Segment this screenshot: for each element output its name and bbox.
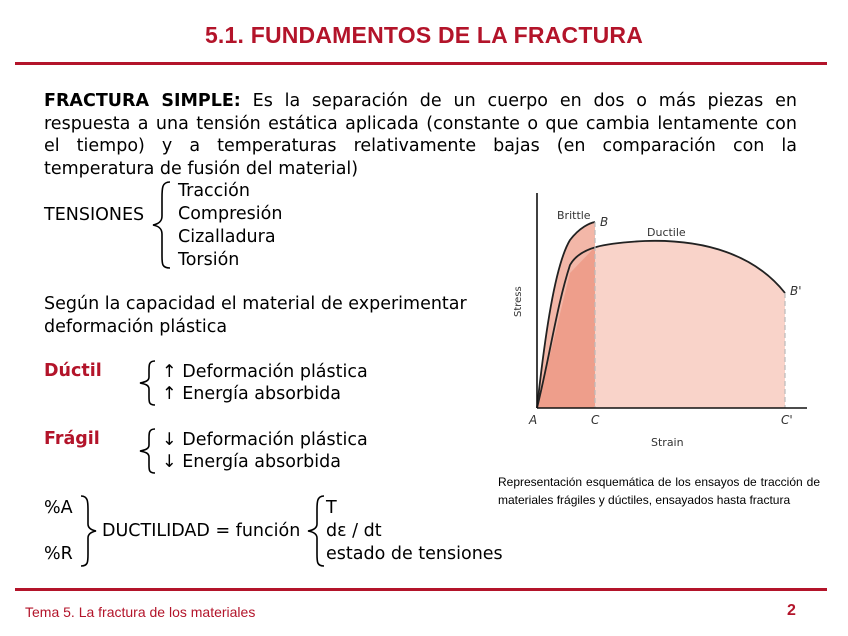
stress-strain-figure	[495, 185, 825, 460]
point-b-label: B	[600, 215, 609, 229]
x-axis-label: Strain	[651, 436, 684, 449]
tensiones-brace	[148, 178, 178, 273]
intro-term: FRACTURA SIMPLE:	[44, 91, 241, 111]
ductil-item: ↑ Deformación plástica	[162, 362, 368, 382]
ductil-brace	[133, 357, 161, 409]
ductility-measure: %A	[44, 498, 73, 518]
brittle-label: Brittle	[557, 209, 591, 222]
figure-caption: Representación esquemática de los ensayos de tracción de materiales frágiles y dúctiles, ensayados hasta fractura	[498, 475, 820, 507]
fragil-brace	[133, 425, 161, 477]
footer-text: Tema 5. La fractura de los materiales	[25, 604, 256, 620]
point-b-prime-label: B'	[790, 284, 802, 298]
point-c-label: C	[591, 413, 600, 427]
page-title: 5.1. FUNDAMENTOS DE LA FRACTURA	[204, 22, 644, 48]
tensiones-label: TENSIONES	[44, 205, 145, 225]
ductility-factor: T	[326, 498, 337, 518]
ductility-factor: estado de tensiones	[326, 544, 503, 564]
tension-item: Torsión	[178, 250, 240, 270]
footer-divider	[15, 588, 827, 591]
tension-item: Cizalladura	[178, 227, 276, 247]
ductile-label: Ductile	[647, 226, 686, 239]
ductil-item: ↑ Energía absorbida	[162, 384, 341, 404]
ductility-factor: dε / dt	[326, 521, 382, 541]
ductility-measure: %R	[44, 544, 73, 564]
ductil-label: Dúctil	[44, 361, 102, 381]
ductility-equation: DUCTILIDAD = función	[102, 521, 301, 541]
fragil-item: ↓ Deformación plástica	[162, 430, 368, 450]
y-axis-label: Stress	[513, 286, 524, 317]
measures-brace	[76, 492, 104, 570]
origin-label: A	[529, 413, 538, 427]
capacidad-line: deformación plástica	[44, 317, 228, 337]
intro-text: Es la separación de un cuerpo en dos o más piezas en respuesta a una tensión estática aplicada (constante o que cambia lentamente con el tiempo) y a temperaturas relativamente bajas (en comparación con la temperatura de fusión del material)	[44, 91, 797, 179]
capacidad-line: Según la capacidad el material de experimentar	[44, 294, 467, 314]
title-divider	[15, 62, 827, 65]
tension-item: Tracción	[178, 181, 250, 201]
tension-item: Compresión	[178, 204, 283, 224]
page-number: 2	[787, 602, 796, 619]
fragil-item: ↓ Energía absorbida	[162, 452, 341, 472]
fragil-label: Frágil	[44, 429, 100, 449]
intro-paragraph	[44, 90, 797, 180]
point-c-prime-label: C'	[781, 413, 793, 427]
